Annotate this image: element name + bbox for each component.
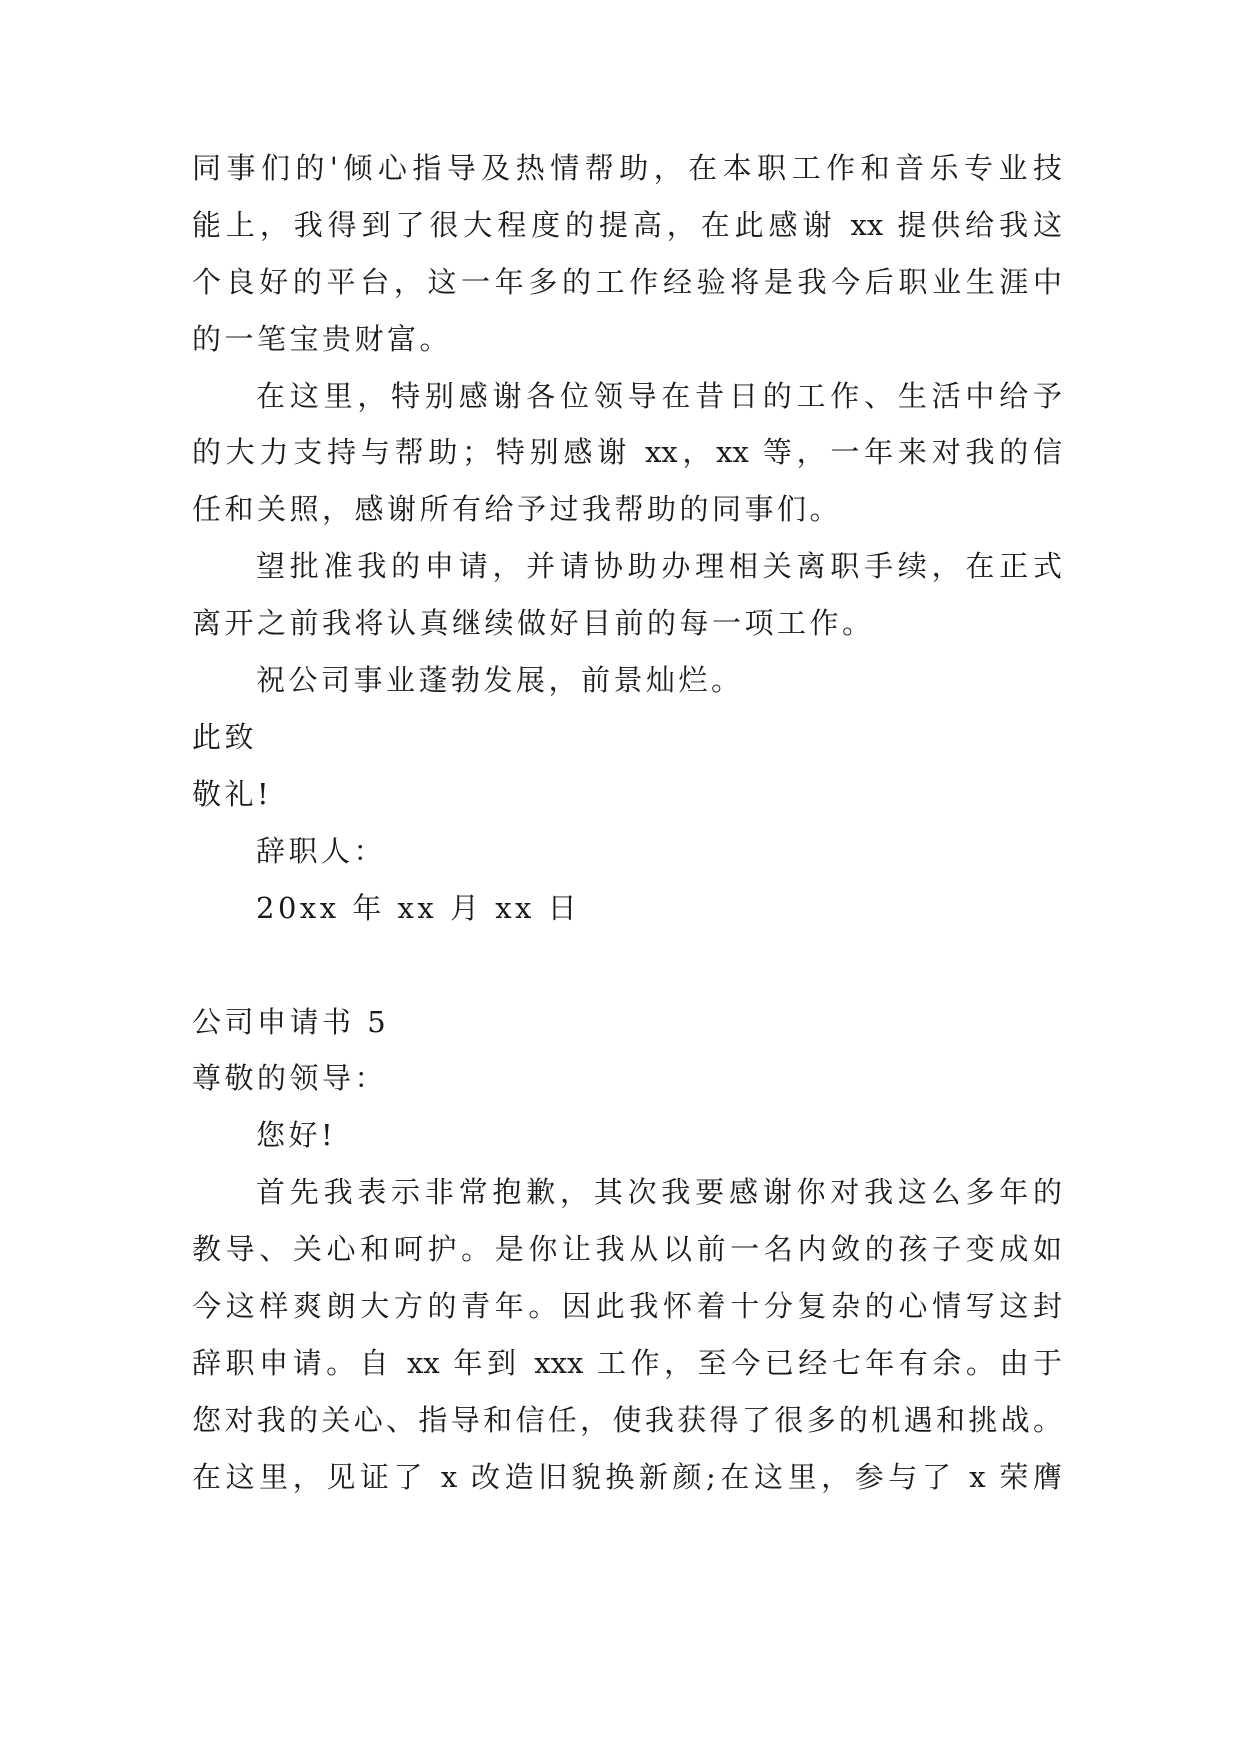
- paragraph-line: 个良好的平台，这一年多的工作经验将是我今后职业生涯中: [192, 265, 1062, 299]
- paragraph-line: 能上，我得到了很大程度的提高，在此感谢 xx 提供给我这: [192, 208, 1062, 242]
- paragraph-line: 首先我表示非常抱歉，其次我要感谢你对我这么多年的: [256, 1175, 1062, 1209]
- paragraph-line: 的大力支持与帮助；特别感谢 xx，xx 等，一年来对我的信: [192, 435, 1062, 469]
- section-title: 公司申请书 5: [192, 1005, 390, 1039]
- paragraph-line: 望批准我的申请，并请协助办理相关离职手续，在正式: [256, 549, 1062, 583]
- paragraph-line: 祝公司事业蓬勃发展，前景灿烂。: [256, 663, 744, 697]
- paragraph-line: 辞职申请。自 xx 年到 xxx 工作，至今已经七年有余。由于: [192, 1346, 1062, 1380]
- paragraph-line: 您对我的关心、指导和信任，使我获得了很多的机遇和挑战。: [192, 1403, 1062, 1437]
- greeting: 尊敬的领导：: [192, 1061, 388, 1095]
- closing-salutation: 此致: [192, 720, 258, 754]
- closing-regards: 敬礼!: [192, 777, 273, 811]
- paragraph-line: 的一笔宝贵财富。: [192, 322, 453, 356]
- paragraph-line: 同事们的'倾心指导及热情帮助，在本职工作和音乐专业技: [192, 151, 1062, 185]
- paragraph-line: 今这样爽朗大方的青年。因此我怀着十分复杂的心情写这封: [192, 1289, 1062, 1323]
- paragraph-line: 离开之前我将认真继续做好目前的每一项工作。: [192, 606, 875, 640]
- paragraph-line: 任和关照，感谢所有给予过我帮助的同事们。: [192, 492, 843, 526]
- paragraph-line: 在这里，特别感谢各位领导在昔日的工作、生活中给予: [256, 379, 1062, 413]
- greeting-hello: 您好!: [256, 1118, 337, 1152]
- signature-date: 20xx 年 xx 月 xx 日: [256, 891, 581, 925]
- paragraph-line: 教导、关心和呵护。是你让我从以前一名内敛的孩子变成如: [192, 1232, 1062, 1266]
- paragraph-line: 在这里，见证了 x 改造旧貌换新颜;在这里，参与了 x 荣膺: [192, 1460, 1062, 1494]
- signature-label: 辞职人：: [256, 834, 387, 868]
